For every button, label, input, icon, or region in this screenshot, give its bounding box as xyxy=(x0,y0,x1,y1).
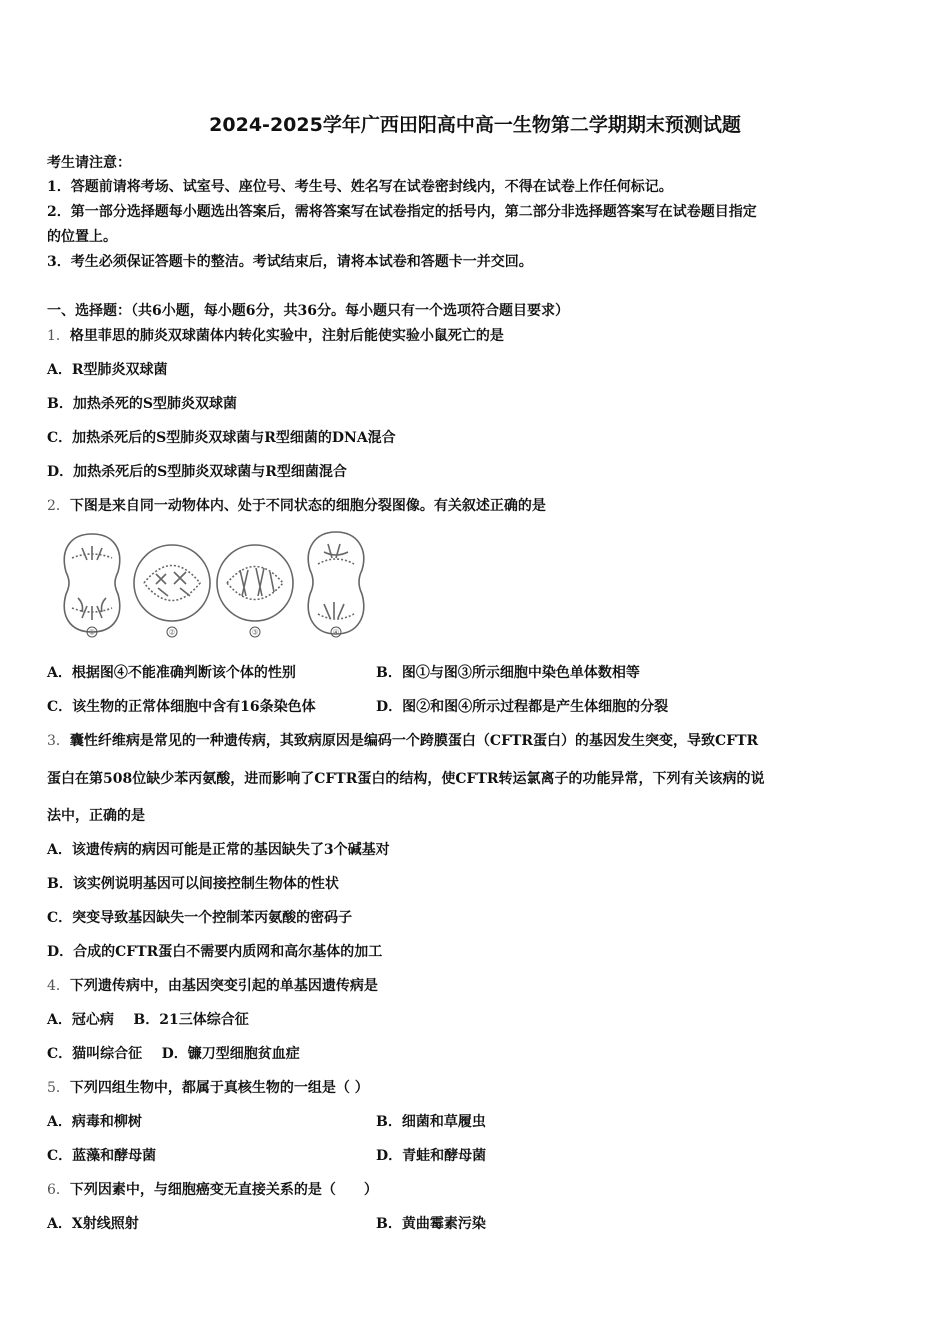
option-4b: B．21三体综合征 xyxy=(133,1012,249,1028)
option-4c: C．猫叫综合征 xyxy=(47,1046,143,1062)
notice-item-1: 1．答题前请将考场、试室号、座位号、考生号、姓名写在试卷密封线内，不得在试卷上作任何标记。 xyxy=(47,179,673,195)
option-3d: D．合成的CFTR蛋白不需要内质网和高尔基体的加工 xyxy=(47,944,383,960)
page-title: 2024-2025学年广西田阳高中高一生物第二学期期末预测试题 xyxy=(209,114,741,136)
option-3a: A．该遗传病的病因可能是正常的基因缺失了3个碱基对 xyxy=(47,842,390,858)
question-4 xyxy=(47,977,378,995)
options-4ab xyxy=(47,1011,249,1029)
option-1a: A．R型肺炎双球菌 xyxy=(47,362,168,378)
cell-2-outline xyxy=(134,545,210,621)
question-3 xyxy=(47,732,758,750)
question-stem-1: 囊性纤维病是常见的一种遗传病，其致病原因是编码一个跨膜蛋白（CFTR蛋白）的基因发生突变，导致CFTR xyxy=(69,733,759,749)
question-2 xyxy=(47,497,546,515)
option-2d: D．图②和图④所示过程都是产生体细胞的分裂 xyxy=(376,699,669,715)
option-6b: B．黄曲霉素污染 xyxy=(376,1216,486,1232)
option-4d: D．镰刀型细胞贫血症 xyxy=(161,1046,300,1062)
option-6a: A．X射线照射 xyxy=(47,1216,139,1232)
option-1b: B．加热杀死的S型肺炎双球菌 xyxy=(47,396,237,412)
question-3-stem-2: 蛋白在第508位缺少苯丙氨酸，进而影响了CFTR蛋白的结构，使CFTR转运氯离子的功能异常，下列有关该病的说 xyxy=(47,771,765,787)
question-3-stem-3: 法中，正确的是 xyxy=(47,808,145,824)
question-number: 5． xyxy=(47,1080,70,1096)
notice-item-2b: 的位置上。 xyxy=(47,229,117,245)
question-number: 3． xyxy=(47,733,70,749)
question-number: 2． xyxy=(47,498,70,514)
notice-heading: 考生请注意： xyxy=(47,155,131,171)
notice-item-3: 3．考生必须保证答题卡的整洁。考试结束后，请将本试卷和答题卡一并交回。 xyxy=(47,254,533,270)
option-5b: B．细菌和草履虫 xyxy=(376,1114,486,1130)
option-1d: D．加热杀死后的S型肺炎双球菌与R型细菌混合 xyxy=(47,464,347,480)
option-3b: B．该实例说明基因可以间接控制生物体的性状 xyxy=(47,876,339,892)
cell-division-figure xyxy=(52,528,372,643)
option-1c: C．加热杀死后的S型肺炎双球菌与R型细菌的DNA混合 xyxy=(47,430,396,446)
question-stem: 下图是来自同一动物体内、处于不同状态的细胞分裂图像。有关叙述正确的是 xyxy=(69,498,546,514)
option-2a: A．根据图④不能准确判断该个体的性别 xyxy=(47,665,296,681)
option-5a: A．病毒和柳树 xyxy=(47,1114,142,1130)
figure-label-1: ① xyxy=(88,628,96,637)
option-5d: D．青蛙和酵母菌 xyxy=(376,1148,487,1164)
figure-label-4: ④ xyxy=(332,628,340,637)
figure-label-3: ③ xyxy=(251,628,259,637)
question-1 xyxy=(47,327,504,345)
cell-division-diagrams xyxy=(52,528,372,643)
question-5 xyxy=(47,1079,369,1097)
options-4cd xyxy=(47,1045,300,1063)
cell-4-outline xyxy=(308,532,363,634)
question-number: 4． xyxy=(47,978,70,994)
question-6 xyxy=(47,1181,378,1199)
option-5c: C．蓝藻和酵母菌 xyxy=(47,1148,157,1164)
option-2b: B．图①与图③所示细胞中染色单体数相等 xyxy=(376,665,640,681)
option-3c: C．突变导致基因缺失一个控制苯丙氨酸的密码子 xyxy=(47,910,353,926)
question-stem: 下列因素中，与细胞癌变无直接关系的是（ ） xyxy=(69,1182,378,1198)
question-number: 1． xyxy=(47,328,70,344)
section-heading: 一、选择题：（共6小题，每小题6分，共36分。每小题只有一个选项符合题目要求） xyxy=(47,303,569,319)
question-stem: 格里菲思的肺炎双球菌体内转化实验中，注射后能使实验小鼠死亡的是 xyxy=(69,328,504,344)
option-2c: C．该生物的正常体细胞中含有16条染色体 xyxy=(47,699,316,715)
cell-3-outline xyxy=(217,545,293,621)
question-stem: 下列四组生物中，都属于真核生物的一组是（ ） xyxy=(69,1080,369,1096)
notice-item-2a: 2．第一部分选择题每小题选出答案后，需将答案写在试卷指定的括号内，第二部分非选择题答案写在试卷题目指定 xyxy=(47,204,757,220)
question-number: 6． xyxy=(47,1182,70,1198)
figure-label-2: ② xyxy=(168,628,176,637)
option-4a: A．冠心病 xyxy=(47,1012,114,1028)
question-stem: 下列遗传病中，由基因突变引起的单基因遗传病是 xyxy=(69,978,378,994)
